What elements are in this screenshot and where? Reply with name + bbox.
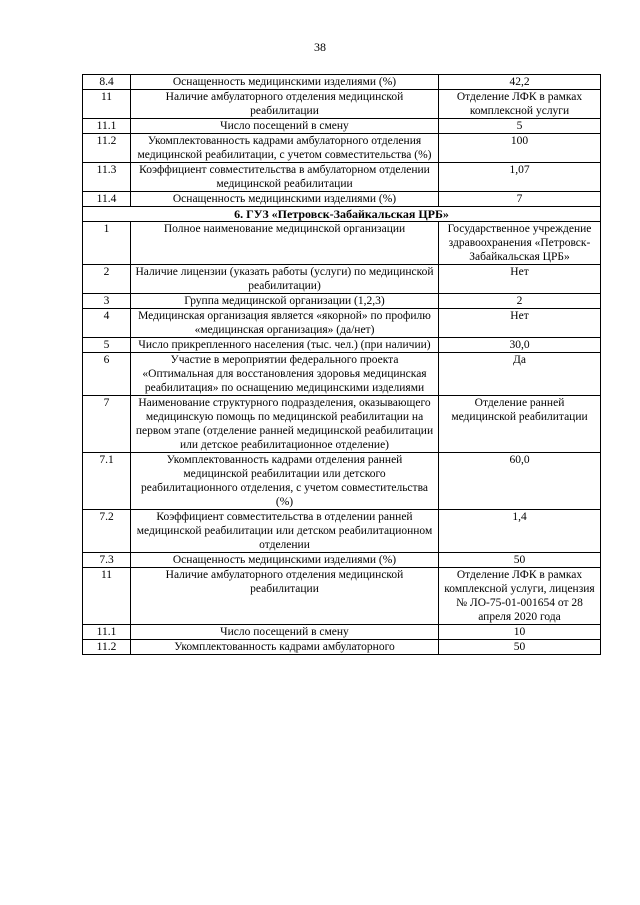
row-indicator: Коэффициент совместительства в отделении ранней медицинской реабилитации или детском реабилитационном отделении (131, 510, 439, 553)
section-row (83, 207, 601, 222)
table-row (83, 119, 601, 134)
rehabilitation-table (82, 74, 601, 655)
row-number: 11.1 (83, 119, 131, 134)
table-row (83, 90, 601, 119)
row-number: 11 (83, 90, 131, 119)
row-number: 7 (83, 396, 131, 453)
row-number: 8.4 (83, 75, 131, 90)
table-row (83, 625, 601, 640)
row-number: 11 (83, 568, 131, 625)
row-value: 1,07 (439, 163, 601, 192)
row-number: 7.2 (83, 510, 131, 553)
row-indicator: Укомплектованность кадрами амбулаторного отделения медицинской реабилитации, с учетом совместительства (%) (131, 134, 439, 163)
row-value: Нет (439, 265, 601, 294)
row-number: 11.2 (83, 640, 131, 655)
table-row (83, 265, 601, 294)
row-indicator: Оснащенность медицинскими изделиями (%) (131, 75, 439, 90)
row-indicator: Наличие амбулаторного отделения медицинской реабилитации (131, 568, 439, 625)
page-number: 38 (314, 40, 326, 54)
table-row (83, 163, 601, 192)
row-value: Государственное учреждение здравоохранения «Петровск-Забайкальская ЦРБ» (439, 222, 601, 265)
row-value: 60,0 (439, 453, 601, 510)
row-indicator: Наличие лицензии (указать работы (услуги) по медицинской реабилитации) (131, 265, 439, 294)
table-row (83, 396, 601, 453)
row-value: 100 (439, 134, 601, 163)
table-row (83, 640, 601, 655)
table-row (83, 309, 601, 338)
row-value: 30,0 (439, 338, 601, 353)
row-indicator: Число посещений в смену (131, 625, 439, 640)
row-number: 11.3 (83, 163, 131, 192)
row-indicator: Число посещений в смену (131, 119, 439, 134)
section-title: 6. ГУЗ «Петровск-Забайкальская ЦРБ» (83, 207, 601, 222)
row-number: 7.3 (83, 553, 131, 568)
row-value: 50 (439, 553, 601, 568)
table-body-after (83, 222, 601, 655)
table-row (83, 553, 601, 568)
table-row (83, 134, 601, 163)
row-number: 11.2 (83, 134, 131, 163)
row-value: Нет (439, 309, 601, 338)
row-indicator: Оснащенность медицинскими изделиями (%) (131, 553, 439, 568)
row-value: 2 (439, 294, 601, 309)
row-value: 50 (439, 640, 601, 655)
row-indicator: Число прикрепленного населения (тыс. чел.) (при наличии) (131, 338, 439, 353)
table-body-before (83, 75, 601, 207)
table-row (83, 353, 601, 396)
row-number: 11.4 (83, 192, 131, 207)
row-number: 11.1 (83, 625, 131, 640)
row-indicator: Участие в мероприятии федерального проекта «Оптимальная для восстановления здоровья медицинская реабилитация» по оснащению медицинскими изделиями (131, 353, 439, 396)
table-row (83, 192, 601, 207)
table-row (83, 75, 601, 90)
table-row (83, 453, 601, 510)
row-value: 42,2 (439, 75, 601, 90)
row-indicator: Укомплектованность кадрами амбулаторного (131, 640, 439, 655)
table-row (83, 294, 601, 309)
row-number: 3 (83, 294, 131, 309)
row-number: 5 (83, 338, 131, 353)
row-value: 7 (439, 192, 601, 207)
row-indicator: Укомплектованность кадрами отделения ранней медицинской реабилитации или детского реабилитационного отделения, с учетом совместительства (%) (131, 453, 439, 510)
row-value: Отделение ЛФК в рамках комплексной услуги (439, 90, 601, 119)
row-indicator: Наименование структурного подразделения, оказывающего медицинскую помощь по медицинской реабилитации на первом этапе (отделение ранней медицинской реабилитации или детское реабилитационное отделение) (131, 396, 439, 453)
row-number: 7.1 (83, 453, 131, 510)
row-number: 4 (83, 309, 131, 338)
row-value: 5 (439, 119, 601, 134)
row-value: Отделение ЛФК в рамках комплексной услуги, лицензия № ЛО-75-01-001654 от 28 апреля 2020 года (439, 568, 601, 625)
row-value: Да (439, 353, 601, 396)
row-indicator: Группа медицинской организации (1,2,3) (131, 294, 439, 309)
row-indicator: Коэффициент совместительства в амбулаторном отделении медицинской реабилитации (131, 163, 439, 192)
table-row (83, 510, 601, 553)
row-value: 10 (439, 625, 601, 640)
row-value: 1,4 (439, 510, 601, 553)
table-row (83, 338, 601, 353)
row-indicator: Полное наименование медицинской организации (131, 222, 439, 265)
row-number: 1 (83, 222, 131, 265)
table-row (83, 568, 601, 625)
row-number: 2 (83, 265, 131, 294)
row-number: 6 (83, 353, 131, 396)
table-row (83, 222, 601, 265)
row-value: Отделение ранней медицинской реабилитации (439, 396, 601, 453)
row-indicator: Оснащенность медицинскими изделиями (%) (131, 192, 439, 207)
section-header (83, 207, 601, 222)
row-indicator: Наличие амбулаторного отделения медицинской реабилитации (131, 90, 439, 119)
row-indicator: Медицинская организация является «якорной» по профилю «медицинская организация» (да/нет) (131, 309, 439, 338)
